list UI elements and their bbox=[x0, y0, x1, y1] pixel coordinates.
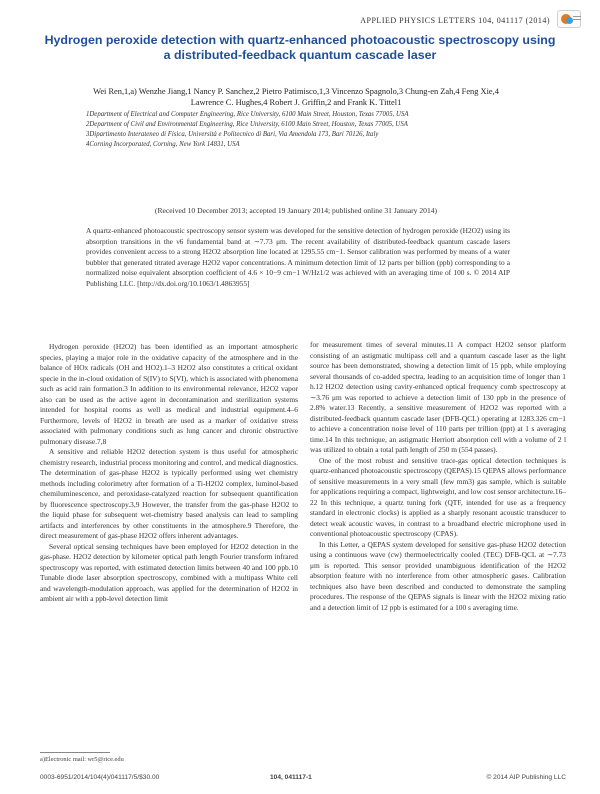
footer-issn: 0003-6951/2014/104(4)/041117/5/$30.00 bbox=[40, 774, 160, 781]
paragraph: Hydrogen peroxide (H2O2) has been identified as an important atmospheric species, playing a major role in the oxidative capacity of the atmosphere and in the balance of HOx radicals (OH and HO2).1–3 H2O2 also constitutes a critical oxidant specie in the in-cloud oxidation of S(IV) to S(VI), which is associated with phenomena such as acid rain formation.3 In addition to its environmental relevance, H2O2 vapor also can be used as the active agent in decontamination and sterilization systems intended for hospital rooms as well as medical and industrial equipment.4–6 Furthermore, levels of H2O2 in breath are used as a marker of oxidative stress associated with pulmonary conditions such as lung cancer and chronic obstructive pulmonary disease.7,8 bbox=[40, 342, 298, 446]
body-column-left bbox=[40, 342, 298, 605]
paragraph: for measurement times of several minutes.11 A compact H2O2 sensor platform consisting of an astigmatic multipass cell and a quantum cascade laser as the light source has been demonstrated, showing a detection limit of 15 ppb, while employing several thousands of co-added spectra, leading to an acquisition time of longer than 1 h.12 H2O2 detection using cavity-enhanced optical frequency comb spectroscopy at ∼3.76 μm was reported to achieve a detection limit of 130 ppb in the presence of 2.8% water.13 Recently, a sensitive measurement of H2O2 was reported with a distributed-feedback quantum cascade laser (DFB-QCL) operating at 1283.326 cm−1 to achieve a concentration noise level of 110 parts per trillion (ppt) at 1 s averaging time.14 In this technique, an astigmatic Herriott absorption cell with a volume of 2 l was utilized to obtain a total path length of 250 m (554 passes). bbox=[310, 340, 566, 454]
journal-header: APPLIED PHYSICS LETTERS 104, 041117 (2014) bbox=[360, 16, 550, 25]
paragraph: Several optical sensing techniques have been employed for H2O2 detection in the gas-phase. H2O2 detection by kilometer optical path length Fourier transform infrared spectroscopy was reported, with estimated detection limits between 40 and 100 ppb.10 Tunable diode laser absorption spectroscopy, combined with a multipass White cell and wavelength-modulation approach, was applied for the determination of H2O2 in ambient air with a ppb-level detection limit bbox=[40, 541, 298, 603]
footnote-divider bbox=[40, 752, 110, 753]
affiliation: 2Department of Civil and Environmental Engineering, Rice University, 6100 Main Street, Houston, Texas 77005, USA bbox=[86, 120, 408, 128]
article-title: Hydrogen peroxide detection with quartz-enhanced photoacoustic spectroscopy using a distributed-feedback quantum cascade laser bbox=[44, 33, 556, 62]
abstract: A quartz-enhanced photoacoustic spectroscopy sensor system was developed for the sensitive detection of hydrogen peroxide (H2O2) using its absorption transitions in the ν6 fundamental band at ∼7.73 μm. The recent availability of distributed-feedback quantum cascade lasers provides convenient access to a strong H2O2 absorption line located at 1295.55 cm−1. Sensor calibration was performed by means of a water bubbler that generated titrated average H2O2 vapor concentrations. A minimum detection limit of 12 parts per billion (ppb) corresponding to a normalized noise equivalent absorption coefficient of 4.6 × 10−9 cm−1 W/Hz1/2 was achieved with an averaging time of 100 s. © 2014 AIP Publishing LLC. [http://dx.doi.org/10.1063/1.4863955] bbox=[86, 226, 510, 288]
affiliations bbox=[86, 110, 516, 150]
footer-page-number: 104, 041117-1 bbox=[270, 774, 312, 781]
affiliation: 1Department of Electrical and Computer Engineering, Rice University, 6100 Main Street, Houston, Texas 77005, USA bbox=[86, 111, 409, 118]
received-dates: (Received 10 December 2013; accepted 19 January 2014; published online 31 January 2014) bbox=[154, 206, 438, 215]
affiliation: 3Dipartimento Interateneo di Fisica, Università e Politecnico di Bari, Via Amendola 173, Bari 70126, Italy bbox=[86, 130, 379, 138]
crossmark-logo[interactable] bbox=[557, 10, 581, 28]
paragraph: A sensitive and reliable H2O2 detection system is thus useful for atmospheric chemistry research, industrial process monitoring and control, and medical diagnostics. The determination of gas-phase H2O2 is typically performed using wet chemistry methods including colorimetry after formation of a Ti-H2O2 complex, luminol-based chemiluminescence, and peroxidase-catalyzed reaction for subsequent quantification by fluorescence spectroscopy.3,9 However, the transfer from the gas-phase H2O2 to the liquid phase for subsequent wet-chemistry based analysis can lead to sampling artifacts and interferences by other constituents in the atmosphere.9 Therefore, the direct measurement of gas-phase H2O2 offers inherent advantages. bbox=[40, 447, 298, 540]
footer-copyright: © 2014 AIP Publishing LLC bbox=[486, 774, 566, 781]
affiliation: 4Corning Incorporated, Corning, New York 14831, USA bbox=[86, 140, 240, 148]
page-footer bbox=[40, 774, 566, 786]
body-column-right bbox=[310, 340, 566, 613]
paragraph: In this Letter, a QEPAS system developed for sensitive gas-phase H2O2 detection using a continuous wave (cw) thermoelectrically cooled (TEC) DFB-QCL at ∼7.73 μm is reported. This sensor provided unambiguous identification of the H2O2 absorption feature with no interference from other atmospheric gases. Calibration techniques also have been described and conducted to demonstrate the sampling procedures. The response of the QEPAS signals is linear with the H2O2 mixing ratio and a detection limit of 12 ppb is estimated for a 100 s averaging time. bbox=[310, 539, 566, 612]
paragraph: One of the most robust and sensitive trace-gas optical detection techniques is quartz-enhanced photoacoustic spectroscopy (QEPAS).15 QEPAS allows performance of sensitive measurements in a very small (few mm3) gas sample, which is suitable for applications requiring a compact, lightweight, and low cost sensor architecture.16–22 In this technique, a quartz tuning fork (QTF, intended for use as a frequency standard in electronic clocks) is applied as a sharply resonant acoustic transducer to detect weak acoustic waves, in contrast to a broadband electric microphone used in conventional photoacoustic spectroscopy (CPAS). bbox=[310, 455, 566, 538]
author-list: Wei Ren,1,a) Wenzhe Jiang,1 Nancy P. Sanchez,2 Pietro Patimisco,1,3 Vincenzo Spagnolo,3 Chung-en Zah,4 Feng Xie,4 Lawrence C. Hughes,4 Robert J. Griffin,2 and Frank K. Tittel1 bbox=[93, 87, 499, 107]
footnote-email: a)Electronic mail: wr5@rice.edu bbox=[40, 756, 124, 763]
